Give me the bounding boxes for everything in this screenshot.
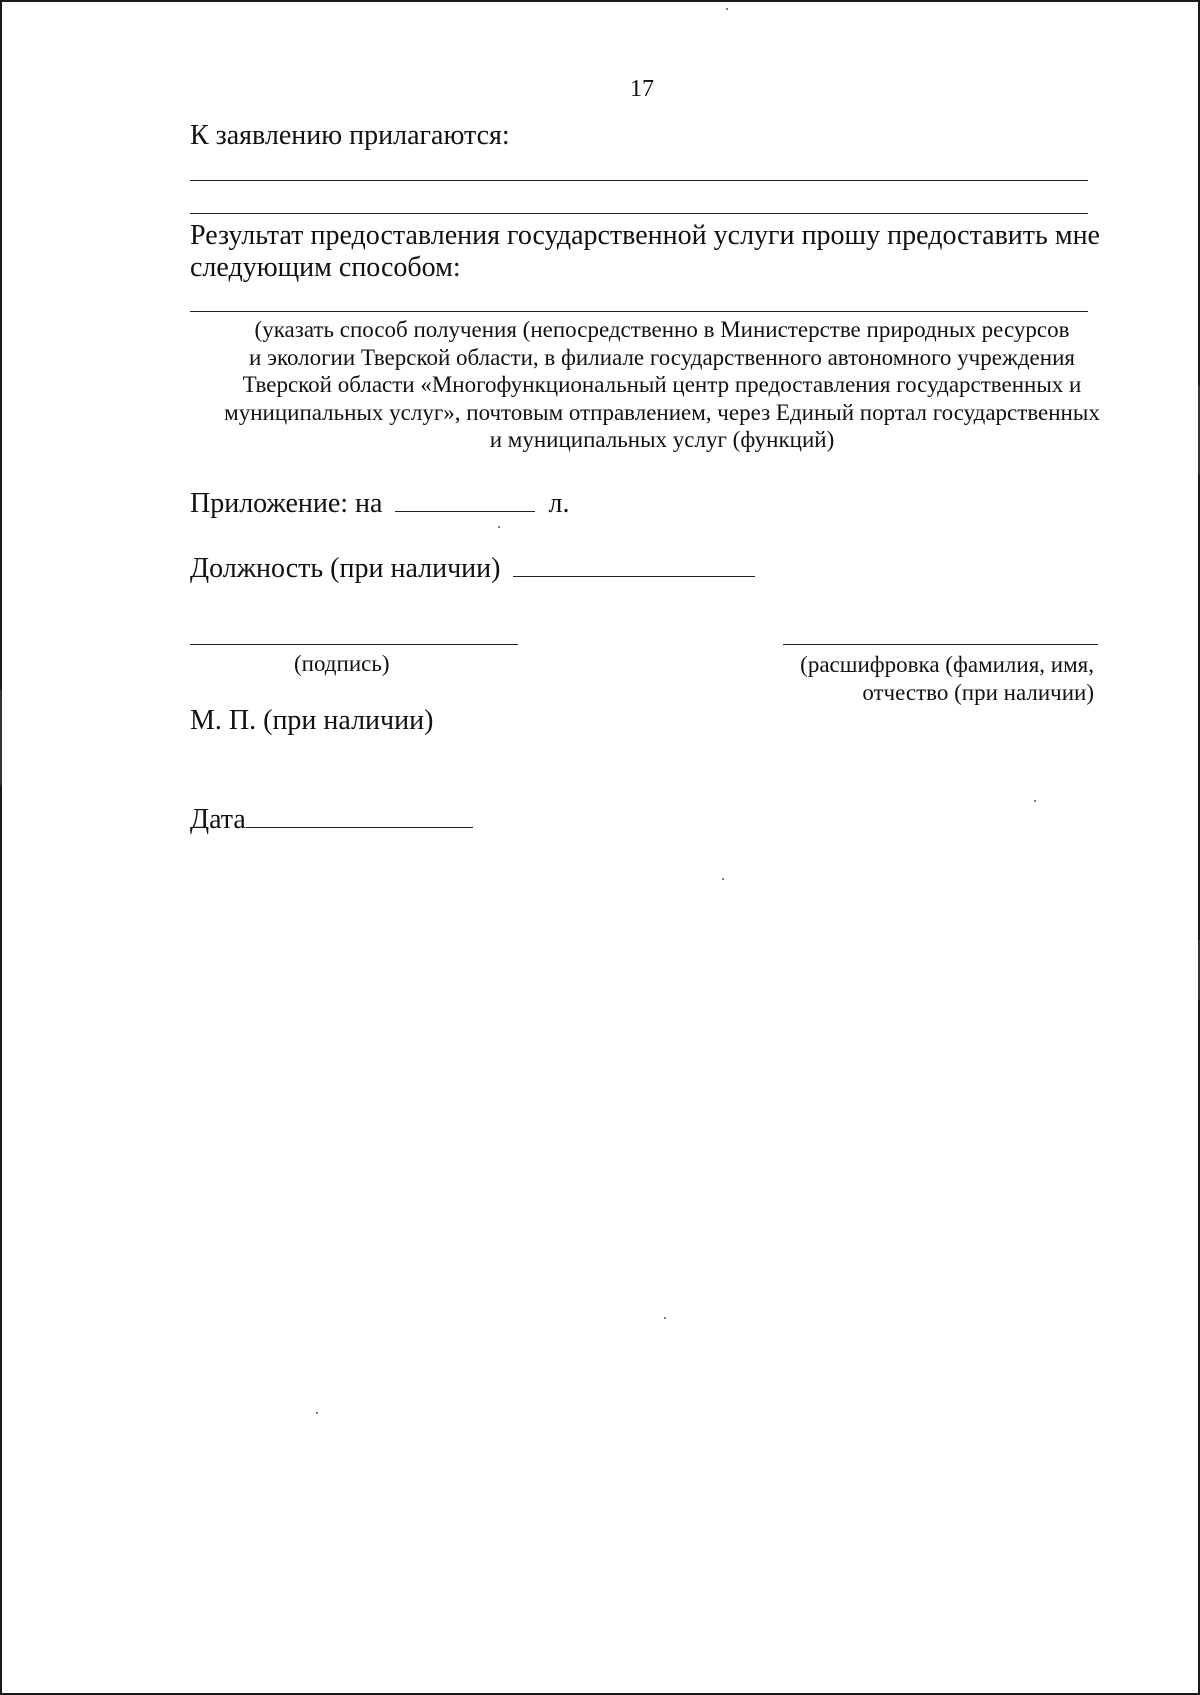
position-line <box>190 553 755 585</box>
scan-border-top <box>0 0 1200 2</box>
appendix-suffix: л. <box>548 488 570 519</box>
seal-label: М. П. (при наличии) <box>190 705 434 736</box>
scan-border-left <box>0 0 2 1695</box>
signature-caption: (подпись) <box>294 651 390 676</box>
date-label: Дата <box>190 804 246 835</box>
attachments-blank-line-1[interactable] <box>190 180 1088 181</box>
method-note-line: (указать способ получения (непосредственно в Министерстве природных ресурсов <box>254 317 1070 342</box>
page-number: 17 <box>630 76 654 102</box>
scan-speck <box>726 8 728 10</box>
decryption-caption-line: (расшифровка (фамилия, имя, <box>800 652 1094 677</box>
date-line <box>190 804 473 836</box>
scan-speck <box>316 1412 318 1414</box>
appendix-prefix: Приложение: на <box>190 488 383 519</box>
date-blank[interactable] <box>246 826 473 828</box>
appendix-line <box>190 488 569 520</box>
method-note-line: и муниципальных услуг (функций) <box>489 427 835 452</box>
decryption-caption <box>800 651 1094 707</box>
decryption-blank-line[interactable] <box>783 644 1098 645</box>
method-note-line: и экологии Тверской области, в филиале государственного автономного учреждения <box>249 344 1075 370</box>
method-note <box>190 316 1134 454</box>
position-label: Должность (при наличии) <box>190 553 501 584</box>
scan-speck <box>664 1317 666 1319</box>
decryption-caption-line: отчество (при наличии) <box>862 680 1094 705</box>
method-note-line: муниципальных услуг», почтовым отправлением, через Единый портал государственных <box>224 399 1100 425</box>
method-note-line: Тверской области «Многофункциональный центр предоставления государственных и <box>242 372 1082 397</box>
signature-blank-line[interactable] <box>190 644 518 645</box>
position-blank[interactable] <box>513 575 755 577</box>
scan-speck <box>722 878 724 880</box>
scan-edge-mark <box>0 690 2 785</box>
attachments-label: К заявлению прилагаются: <box>190 120 510 151</box>
result-method-blank-line[interactable] <box>190 311 1088 312</box>
attachments-blank-line-2[interactable] <box>190 213 1088 214</box>
scan-speck <box>1034 800 1036 802</box>
appendix-pages-blank[interactable] <box>395 510 535 512</box>
result-method-paragraph: Результат предоставления государственной услуги прошу предоставить мне следующим способом: <box>190 220 1100 283</box>
scan-speck <box>498 526 500 528</box>
